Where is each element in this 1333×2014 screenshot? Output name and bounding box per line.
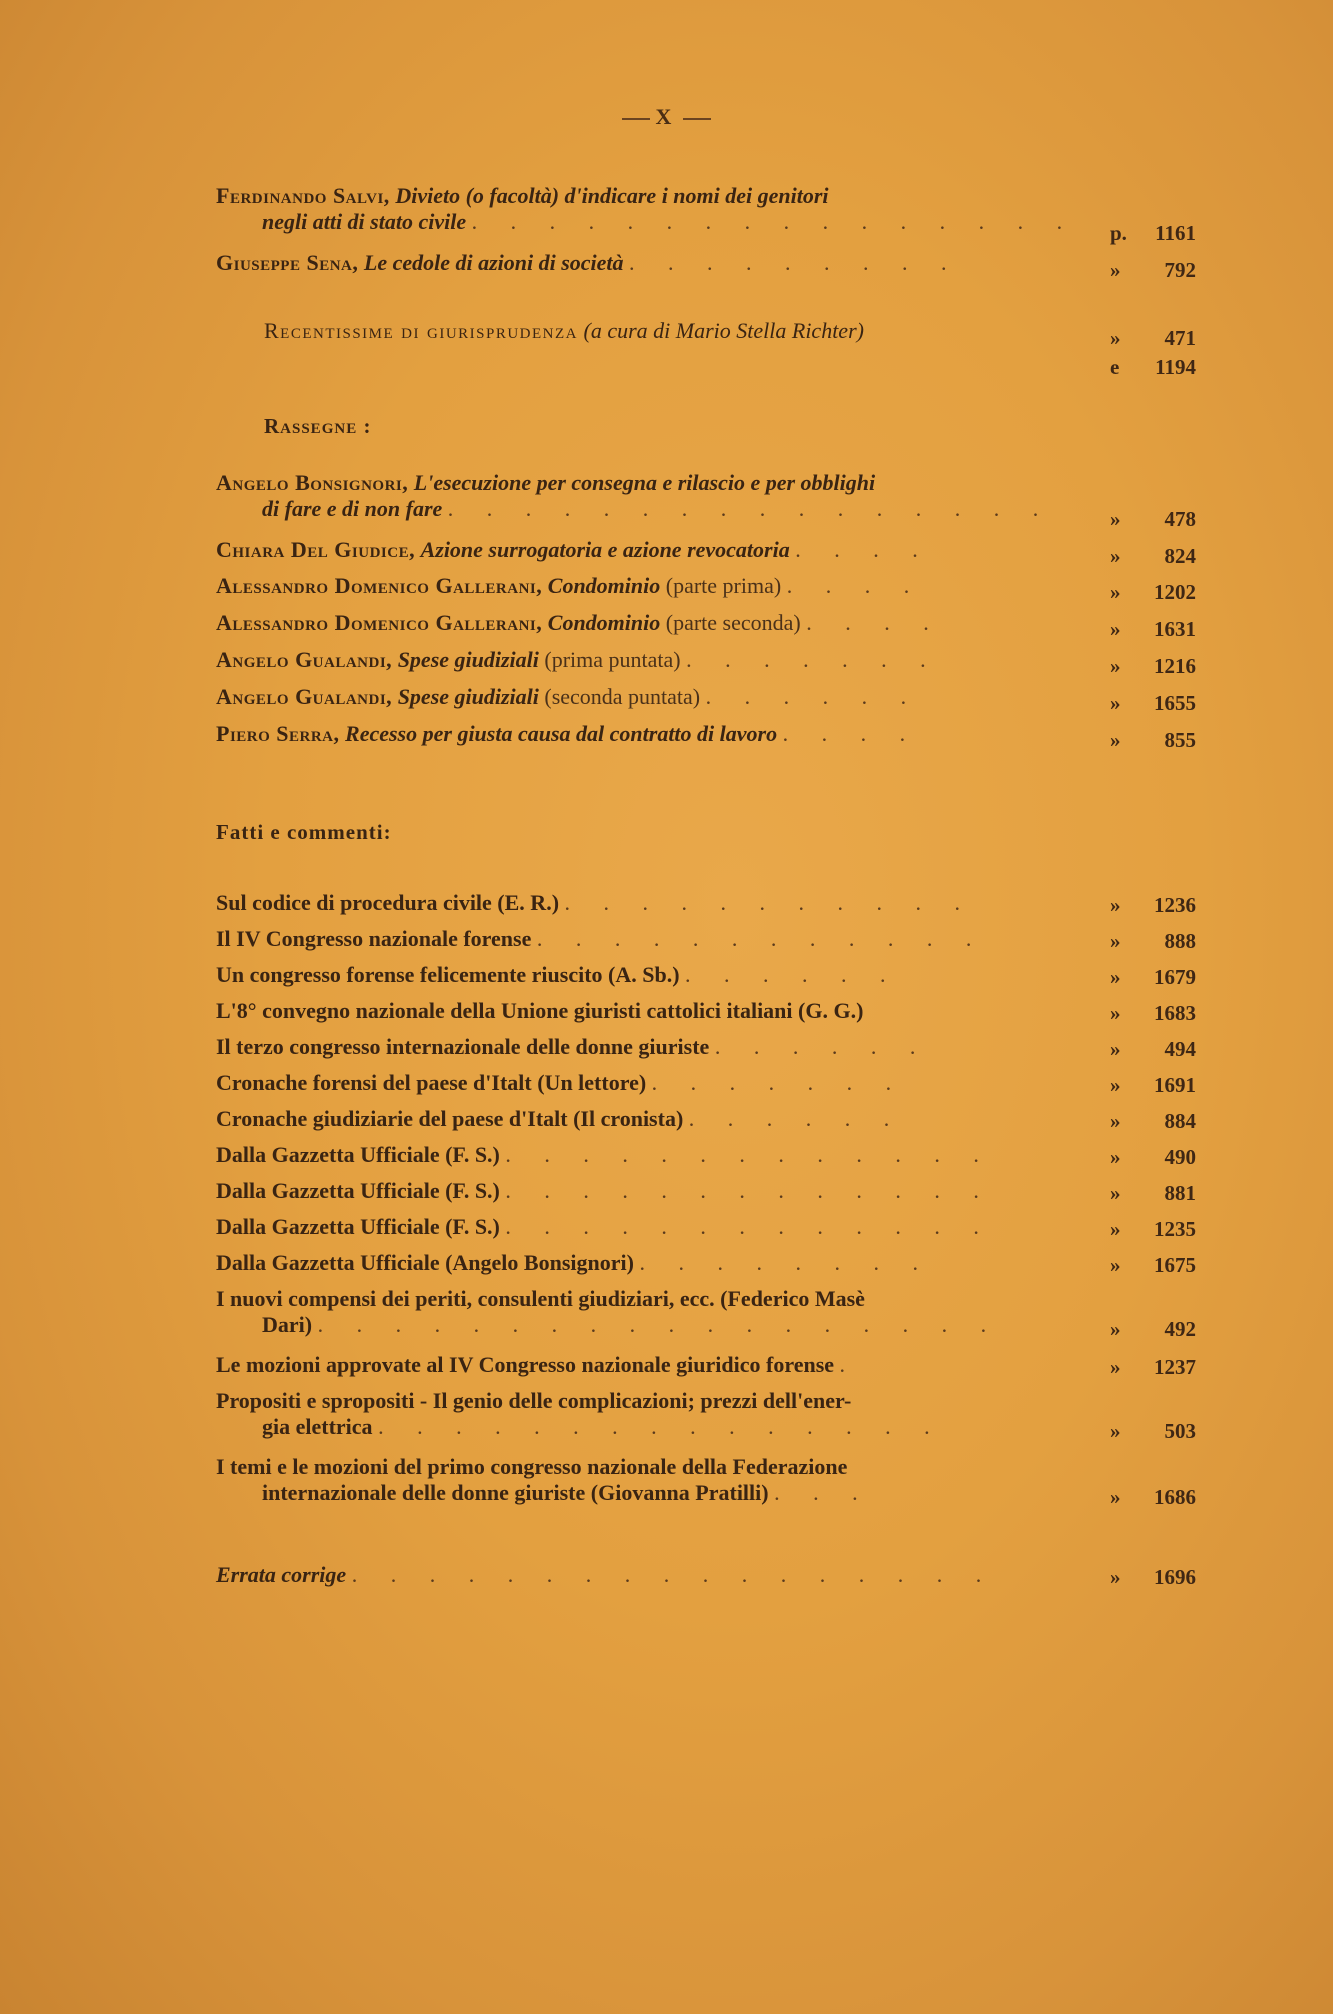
- page-text: 494: [1164, 1037, 1196, 1061]
- page-ref: [1110, 654, 1200, 679]
- leader-dots: . . . . . . . . . . . . .: [505, 1214, 993, 1239]
- mark-text: »: [1110, 1419, 1121, 1443]
- page-number: [0, 104, 1333, 130]
- text-text: Dalla Gazzetta Ufficiale (F. S.): [216, 1178, 500, 1203]
- page2-text: 1194: [1155, 355, 1196, 379]
- title-text: Spese giudiziali: [397, 684, 539, 709]
- toc-entry: [216, 1388, 1206, 1440]
- toc-entry: [216, 610, 1206, 636]
- entry-title: Divieto (o facoltà) d'indicare i nomi dei genitori: [395, 183, 829, 208]
- page-ref: [1110, 1485, 1200, 1510]
- entry-author: Giuseppe Sena,: [216, 250, 359, 275]
- leader-dots: . . . . . . . . .: [629, 250, 961, 275]
- text-text: Dalla Gazzetta Ufficiale (Angelo Bonsignori): [216, 1250, 634, 1275]
- page-ref: [1110, 1001, 1200, 1026]
- title-text: Condominio: [547, 573, 661, 598]
- mark-text: »: [1110, 258, 1121, 282]
- entry-continuation-line: [216, 496, 1206, 522]
- section-heading-rassegne: Rassegne :: [264, 414, 372, 438]
- rule-right: [683, 118, 711, 120]
- mark-text: »: [1110, 1485, 1121, 1509]
- page-ref: [1110, 1565, 1200, 1590]
- leader-dots: . . . . . . . . . . . . . . .: [378, 1414, 944, 1439]
- toc-entry: [216, 1142, 1206, 1168]
- leader-dots: . . . . . . . .: [639, 1250, 932, 1275]
- leader-dots: . . . .: [806, 610, 943, 635]
- page-text: 1235: [1154, 1217, 1196, 1241]
- mark-text: »: [1110, 654, 1121, 678]
- toc-entry-recentissime: [264, 318, 1144, 344]
- toc-entry: [216, 537, 1206, 563]
- leader-dots: . . . . . . . . . . . . .: [505, 1178, 993, 1203]
- title-text: Azione surrogatoria e azione revocatoria: [420, 537, 790, 562]
- page-text: 1655: [1154, 691, 1196, 715]
- leader-dots: . . . . . . .: [651, 1070, 906, 1095]
- leader-dots: . . . .: [782, 721, 920, 746]
- page-ref: [1110, 1181, 1200, 1206]
- toc-entry: [216, 1178, 1206, 1204]
- page-text: 888: [1164, 929, 1196, 953]
- text-text: Dalla Gazzetta Ufficiale (F. S.): [216, 1214, 500, 1239]
- section-heading-fatti: Fatti e commenti:: [216, 820, 392, 844]
- text-text: I nuovi compensi dei periti, consulenti giudiziari, ecc. (Federico Masè: [216, 1286, 865, 1311]
- page-ref: [1110, 1145, 1200, 1170]
- page-text: 1691: [1154, 1073, 1196, 1097]
- text-text: I temi e le mozioni del primo congresso nazionale della Federazione: [216, 1454, 848, 1479]
- mark-text: »: [1110, 617, 1121, 641]
- entry-continuation-line: [216, 209, 1206, 235]
- toc-entry: [216, 647, 1206, 673]
- toc-entry: [216, 1034, 1206, 1060]
- toc-entry: [216, 1352, 1206, 1378]
- page-ref: [1110, 1037, 1200, 1062]
- toc-entry-salvi: [216, 183, 1206, 235]
- text-text: Il IV Congresso nazionale forense: [216, 926, 532, 951]
- mark-text: »: [1110, 1355, 1121, 1379]
- leader-dots: . . . . . . . . . . . . .: [505, 1142, 993, 1167]
- entry-continuation-line: [216, 1480, 1206, 1506]
- leader-dots: . . . . . . . . . . . . . . . . .: [351, 1562, 996, 1587]
- page-ref: [1110, 221, 1200, 246]
- title-text: Recesso per giusta causa dal contratto di lavoro: [345, 721, 778, 746]
- continuation-text: internazionale delle donne giuriste (Giovanna Pratilli): [262, 1480, 769, 1505]
- toc-entry: [216, 1070, 1206, 1096]
- leader-dots: . . . . . .: [714, 1034, 930, 1059]
- mark-text: »: [1110, 1145, 1121, 1169]
- toc-entry: [216, 1250, 1206, 1276]
- toc-entry-sena: [216, 250, 1206, 276]
- suffix-text: (seconda puntata): [544, 684, 701, 709]
- page-text: 881: [1164, 1181, 1196, 1205]
- page-text: 792: [1164, 258, 1196, 282]
- page-ref: [1110, 1217, 1200, 1242]
- text-text: Propositi e spropositi - Il genio delle complicazioni; prezzi dell'ener-: [216, 1388, 852, 1413]
- suffix-text: (prima puntata): [544, 647, 681, 672]
- page-text: 1161: [1155, 221, 1196, 245]
- leader-dots: .: [839, 1352, 860, 1377]
- page-text: 1696: [1154, 1565, 1196, 1589]
- text-text: Le mozioni approvate al IV Congresso nazionale giuridico forense: [216, 1352, 835, 1377]
- mark-text: »: [1110, 507, 1121, 531]
- page-text: 884: [1164, 1109, 1196, 1133]
- page-text: 1631: [1154, 617, 1196, 641]
- text-text: Cronache forensi del paese d'Italt (Un lettore): [216, 1070, 647, 1095]
- toc-entry: [216, 573, 1206, 599]
- toc-entry: [216, 1286, 1206, 1338]
- text-text: Il terzo congresso internazionale delle donne giuriste: [216, 1034, 710, 1059]
- entry-title: Le cedole di azioni di società: [363, 250, 624, 275]
- page-text: 1679: [1154, 965, 1196, 989]
- page-text: 1237: [1154, 1355, 1196, 1379]
- author-text: Piero Serra,: [216, 721, 340, 746]
- title-text: L'esecuzione per consegna e rilascio e per obblighi: [413, 470, 876, 495]
- mark-text: »: [1110, 1109, 1121, 1133]
- toc-entry-errata: [216, 1562, 1206, 1588]
- mark-text: »: [1110, 893, 1121, 917]
- mark-text: »: [1110, 1073, 1121, 1097]
- entry-title-cont: negli atti di stato civile: [262, 209, 467, 234]
- continuation-text: gia elettrica: [262, 1414, 373, 1439]
- leader-dots: . . . . . . . . . . . .: [536, 926, 986, 951]
- leader-dots: . . . . . . . . . . . . . . . . . .: [317, 1312, 1001, 1337]
- text-text: Dalla Gazzetta Ufficiale (F. S.): [216, 1142, 500, 1167]
- author-text: Angelo Gualandi,: [216, 684, 393, 709]
- author-text: Chiara Del Giudice,: [216, 537, 416, 562]
- page-ref-second: [1110, 355, 1200, 380]
- author-text: Alessandro Domenico Gallerani,: [216, 573, 543, 598]
- continuation-text: di fare e di non fare: [262, 496, 443, 521]
- title-text: Condominio: [547, 610, 661, 635]
- suffix-text: (parte prima): [665, 573, 782, 598]
- mark-text: »: [1110, 1001, 1121, 1025]
- mark-text: »: [1110, 1317, 1121, 1341]
- page-text: 503: [1164, 1419, 1196, 1443]
- page-ref: [1110, 544, 1200, 569]
- section-editor: (a cura di Mario Stella Richter): [583, 318, 864, 343]
- text-text: Sul codice di procedura civile (E. R.): [216, 890, 560, 915]
- leader-dots: . . . . . . . . . . .: [564, 890, 975, 915]
- page-text: 1202: [1154, 580, 1196, 604]
- leader-dots: . . . . . .: [685, 962, 900, 987]
- page-ref: [1110, 580, 1200, 605]
- mark-text: »: [1110, 1253, 1121, 1277]
- mark-text: »: [1110, 1217, 1121, 1241]
- mark-text: »: [1110, 580, 1121, 604]
- page-ref: [1110, 1355, 1200, 1380]
- toc-entry: [216, 962, 1206, 988]
- mark-text: »: [1110, 1037, 1121, 1061]
- page-ref: [1110, 1253, 1200, 1278]
- page-ref: [1110, 1419, 1200, 1444]
- toc-entry: [216, 1454, 1206, 1506]
- entry-continuation-line: [216, 1312, 1206, 1338]
- page-text: 1675: [1154, 1253, 1196, 1277]
- page-ref: [1110, 617, 1200, 642]
- page-text: 1216: [1154, 654, 1196, 678]
- text-text: Un congresso forense felicemente riuscito (A. Sb.): [216, 962, 680, 987]
- page-ref: [1110, 1109, 1200, 1134]
- page-number-text: X: [655, 104, 678, 129]
- toc-entry: [216, 1106, 1206, 1132]
- leader-dots: . . . . . . .: [686, 647, 940, 672]
- page-ref: [1110, 507, 1200, 532]
- text-text: L'8° convegno nazionale della Unione giuristi cattolici italiani (G. G.): [216, 998, 864, 1023]
- mark2-text: e: [1110, 355, 1120, 379]
- leader-dots: . . . .: [795, 537, 932, 562]
- leader-dots: . . .: [774, 1480, 872, 1505]
- mark-text: »: [1110, 691, 1121, 715]
- toc-entry: [216, 890, 1206, 916]
- page-text: 1683: [1154, 1001, 1196, 1025]
- page-ref: [1110, 929, 1200, 954]
- toc-entry: [216, 721, 1206, 747]
- page-text: 824: [1164, 544, 1196, 568]
- rule-left: [622, 118, 650, 120]
- page-ref: [1110, 258, 1200, 283]
- mark-text: »: [1110, 965, 1121, 989]
- leader-dots: . . . . . .: [705, 684, 921, 709]
- page-ref: [1110, 965, 1200, 990]
- page-text: 490: [1164, 1145, 1196, 1169]
- mark-text: »: [1110, 326, 1121, 350]
- page-ref: [1110, 326, 1200, 351]
- leader-dots: . . . . . . . . . . . . . . . .: [471, 209, 1077, 234]
- mark-text: »: [1110, 728, 1121, 752]
- page-ref: [1110, 893, 1200, 918]
- entry-author: Ferdinando Salvi,: [216, 183, 390, 208]
- toc-entry: [216, 470, 1206, 522]
- author-text: Angelo Bonsignori,: [216, 470, 409, 495]
- page-text: 1236: [1154, 893, 1196, 917]
- text-text: Cronache giudiziarie del paese d'Italt (Il cronista): [216, 1106, 684, 1131]
- page-ref: [1110, 1073, 1200, 1098]
- mark-text: p.: [1110, 221, 1127, 245]
- page-text: 855: [1164, 728, 1196, 752]
- section-label: Recentissime di giurisprudenza: [264, 318, 579, 343]
- continuation-text: Dari): [262, 1312, 313, 1337]
- title-text: Spese giudiziali: [397, 647, 539, 672]
- page-text: 478: [1164, 507, 1196, 531]
- suffix-text: (parte seconda): [665, 610, 801, 635]
- toc-entry: [216, 1214, 1206, 1240]
- leader-dots: . . . . . .: [688, 1106, 904, 1131]
- leader-dots: . . . .: [786, 573, 924, 598]
- mark-text: »: [1110, 929, 1121, 953]
- page-ref: [1110, 728, 1200, 753]
- mark-text: »: [1110, 1181, 1121, 1205]
- page-text: 492: [1164, 1317, 1196, 1341]
- entry-continuation-line: [216, 1414, 1206, 1440]
- toc-entry: [216, 684, 1206, 710]
- toc-entry: [216, 998, 1206, 1024]
- author-text: Angelo Gualandi,: [216, 647, 393, 672]
- page-text: 1686: [1154, 1485, 1196, 1509]
- page-ref: [1110, 691, 1200, 716]
- mark-text: »: [1110, 544, 1121, 568]
- toc-entry: [216, 926, 1206, 952]
- page-ref: [1110, 1317, 1200, 1342]
- label-text: Errata corrige: [216, 1562, 347, 1587]
- mark-text: »: [1110, 1565, 1121, 1589]
- page-text: 471: [1164, 326, 1196, 350]
- leader-dots: . . . . . . . . . . . . . . . .: [447, 496, 1053, 521]
- author-text: Alessandro Domenico Gallerani,: [216, 610, 543, 635]
